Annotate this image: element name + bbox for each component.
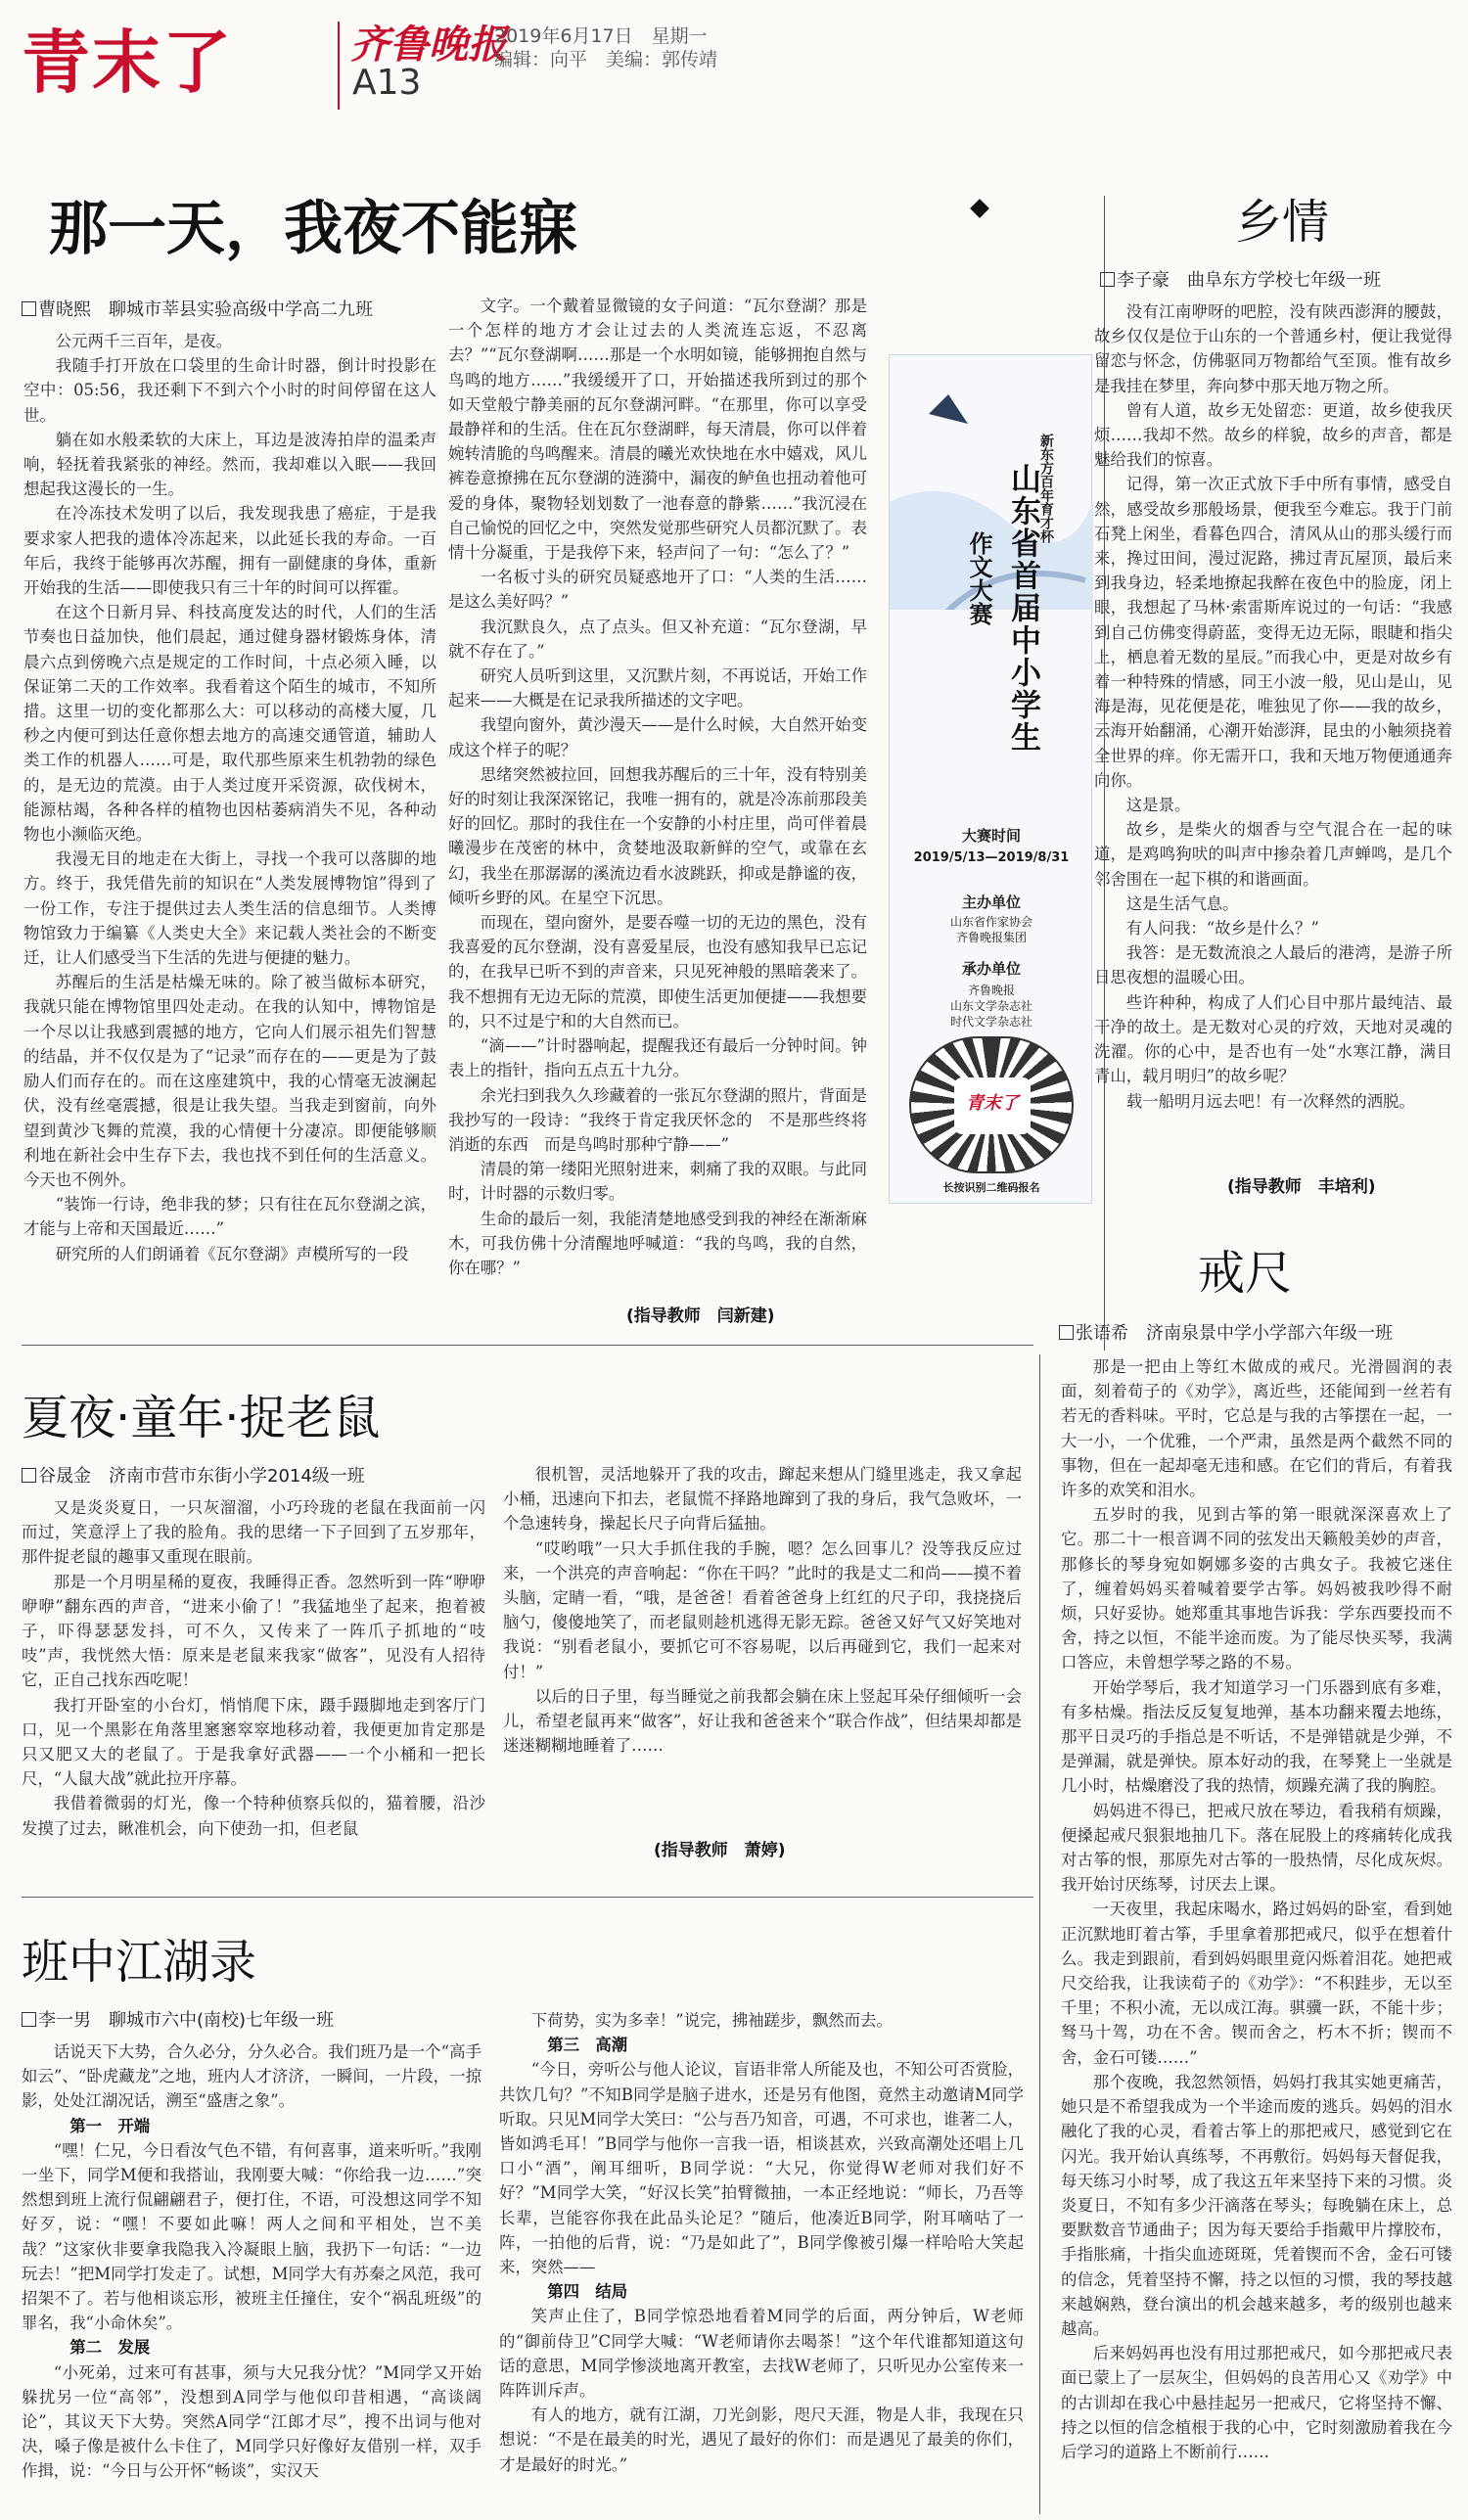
article4-title: 夏夜·童年·捉老鼠 [22,1391,381,1445]
article4-teacher: (指导教师 萧婷) [654,1841,786,1860]
paragraph: 生命的最后一刻，我能清楚地感受到我的神经在渐渐麻木，可我仿佛十分清醒地呼喊道：“我的鸟鸣，我的自然，你在哪？” [448,1209,867,1277]
paragraph: “哎哟哦”一只大手抓住我的手腕，嗯？怎么回事儿？没等我反应过来，一个洪亮的声音响起：“你在干吗？”此时的我是丈二和尚——摸不着头脑，定睛一看，“哦，是爸爸！看着爸爸身上红红的尺子印，我挠挠后脑勺，傻傻地笑了，而老鼠则趁机逃得无影无踪。爸爸又好气又好笑地对我说：“别看老鼠小，要抓它可不容易呢，以后再碰到它，我们一起来对付！” [503,1538,1022,1681]
paragraph: 五岁时的我，见到古筝的第一眼就深深喜欢上了它。那二十一根音调不同的弦发出天籁般美妙的声音，那修长的琴身宛如婀娜多姿的古典女子。我被它迷住了，缠着妈妈买着喊着要学古筝。妈妈被我吵得不耐烦，只好妥协。她郑重其事地告诉我：学东西要投而不舍，持之以恒，不能半途而废。为了能尽快买琴，我满口答应，未曾想学琴之路的不易。 [1061,1505,1452,1672]
paragraph: 那个夜晚，我忽然领悟，妈妈打我其实她更痛苦，她只是不希望我成为一个半途而废的逃兵。妈妈的泪水融化了我的心灵，看着古筝上的那把戒尺，感觉到它在闪光。我开始认真练琴，不再敷衍。妈妈每天督促我，每天练习小时琴，成了我这五年来坚持下来的习惯。炎炎夏日，不知有多少汗滴落在琴头；每晚躺在床上，总要默数音节通曲子；因为每天要给手指戴甲片撑胶布，手指胀痛，十指尖血迹斑斑，凭着锲而不舍，金石可镂的信念，凭着坚持不懈，持之以恒的习惯，我的琴技越来越娴熟，登台演出的机会越来越多，考的级别也越来越高。 [1061,2072,1452,2338]
paragraph: 我望向窗外，黄沙漫天——是什么时候，大自然开始变成这个样子的呢？ [448,715,867,759]
paragraph: 在这个日新月异、科技高度发达的时代，人们的生活节奏也日益加快，他们晨起，通过健身器材锻炼身体，清晨六点到傍晚六点是规定的工作时间，十点必须入睡，以保证第二天的工作效率。我看着这个陌生的城市，不知所措。这里一切的变化都那么大：可以移动的高楼大厦，几秒之内便可到达任意你想去地方的高速交通管道，辅助人类工作的机器人……可是，取代那些原来生机勃勃的绿色的，是无边的荒漠。由于人类过度开采资源，砍伐树木，能源枯竭，各种各样的植物也因枯萎病消失不见，各种动物也小濒临灭绝。 [23,603,436,845]
paragraph: “今日，旁听公与他人论议，盲语非常人所能及也，不知公可否赏脸，共饮几句？”不知B同学是脑子进水，还是另有他图，竟然主动邀请M同学听取。只见M同学大笑曰：“公与吾乃知音，可遇，不可求也，谁著二人，皆如鸿毛耳！”B同学与他你一言我一语，相谈甚欢，兴致高潮处还唱上几口小“酒”，阐耳细听，B同学说：“大兄，你觉得W老师对我们好不好？”M同学大笑，“好汉长笑”拍臂微抽，一本正经地说：“师长，乃吾等长辈，岂能容你我在此品头论足？”随后，他凑近B同学，附耳嘀咕了一阵，一拍他的后背，说：“乃是如此了”，B同学像被引爆一样哈哈大笑起来，突然—— [499,2060,1024,2277]
paragraph: 第一 开端 [69,2116,151,2135]
lower-column-rule [1039,1354,1040,2514]
issue-date: 2019年6月17日 星期一 [494,25,708,47]
paragraph: 故乡，是柴火的烟香与空气混合在一起的味道，是鸡鸣狗吠的叫声中掺杂着几声蝉鸣，是几个邻舍围在一起下棋的和谐画面。 [1094,820,1452,889]
ad-co-3: 时代文学杂志社 [949,1015,1032,1029]
section-title: 青末了 [22,23,233,103]
qr-logo-text: 青末了 [966,1093,1019,1114]
paragraph: 一天夜里，我起床喝水，路过妈妈的卧室，看到她正沉默地盯着古筝，手里拿着那把戒尺，似乎在想着什么。我走到跟前，看到妈妈眼里竟闪烁着泪花。她把戒尺交给我，让我读荀子的《劝学》：“不积跬步，无以至千里；不积小流，无以成江海。骐骥一跃，不能十步；驽马十驾，功在不舍。锲而舍之，朽木不折；锲而不舍，金石可镂……” [1061,1900,1452,2067]
paragraph: 很机智，灵活地躲开了我的攻击，蹿起来想从门缝里逃走，我又拿起小桶，迅速向下扣去，老鼠慌不择路地蹿到了我的身后，我气急败坏，一个急速转身，操起长尺子向背后猛抽。 [503,1465,1022,1534]
paragraph: 载一船明月远去吧！有一次释然的洒脱。 [1125,1091,1415,1111]
paragraph: 又是炎炎夏日，一只灰溜溜，小巧玲珑的老鼠在我面前一闪而过，笑意浮上了我的脸角。我的思绪一下子回到了五岁那年，那件捉老鼠的趣事又重现在眼前。 [22,1498,485,1567]
article1-title: 那一天，我夜不能寐 [49,195,577,263]
paragraph: 妈妈进不得已，把戒尺放在琴边，看我稍有烦躁，便搡起戒尺狠狠地抽几下。落在屁股上的疼痛转化成我对古筝的恨，那原先对古筝的一股热情，尽化成灰烬。我开始讨厌练琴，讨厌去上课。 [1061,1801,1452,1895]
article1-byline: 曹晓熙 聊城市莘县实验高级中学高二九班 [22,296,373,321]
diamond-marker [970,199,989,218]
paragraph: 而现在，望向窗外，是要吞噬一切的无边的黑色，没有我喜爱的瓦尔登湖，没有喜爱星辰，也没有感知我早已忘记的，在我早已听不到的声音来，只见死神般的黑暗袭来了。我不想拥有无边无际的荒漠，即使生活更加便捷——我想要的，只不过是宁和的大自然而已。 [448,913,867,1031]
paragraph: 我打开卧室的小台灯，悄悄爬下床，蹑手蹑脚地走到客厅门口，见一个黑影在角落里窸窸窣窣地移动着，我便更加肯定那是只又肥又大的老鼠了。于是我拿好武器——一个小桶和一把长尺，“人鼠大战”就此拉开序幕。 [22,1695,485,1789]
paragraph: 有人的地方，就有江湖，刀光剑影，咫尺天涯，物是人非，我现在只想说：“不是在最美的时光，遇见了最好的你们：而是遇见了最美的你们，才是最好的时光。” [499,2405,1024,2474]
article2-teacher: (指导教师 丰培利) [1227,1177,1376,1197]
paragraph: 这是生活气息。 [1125,893,1239,913]
article3-title: 戒尺 [1198,1246,1293,1301]
article5-col1 [22,2039,482,2517]
paragraph: 有人问我：“故乡是什么？” [1125,919,1319,939]
paragraph: 我随手打开放在口袋里的生命计时器，倒计时投影在空中：05:56，我还剩下不到六个小时的时间停留在这人世。 [23,356,436,425]
paragraph: 这是景。 [1125,796,1191,815]
article2-title: 乡情 [1235,195,1330,250]
paragraph: 清晨的第一缕阳光照射进来，刺痛了我的双眼。与此同时，计时器的示数归零。 [448,1160,867,1204]
paragraph: 第四 结局 [547,2282,628,2302]
article3-byline: 张语希 济南泉景中学小学部六年级一班 [1059,1319,1393,1345]
page-number: A13 [352,63,422,103]
ad-subtitle: 作文大赛 [965,531,992,625]
paragraph: 第三 高潮 [547,2036,628,2055]
paragraph: 在冷冻技术发明了以后，我发现我患了癌症，于是我要求家人把我的遗体冷冻起来，以此延长我的寿命。一百年后，我终于能够再次苏醒，拥有一副健康的身体，重新开始我的生活——即使我只有三十年的时间可以挥霍。 [23,504,436,598]
paragraph: 话说天下大势，合久必分，分久必合。我们班乃是一个“高手如云”、“卧虎藏龙”之地，班内人才济济，一瞬间，一片段，一掠影，处处江湖况话，溯至“盛唐之象”。 [22,2042,482,2111]
article1-bottom-rule [22,1345,1033,1346]
ad-host-label: 主办单位 [961,893,1021,911]
article4-col1 [22,1495,485,1867]
paragraph: 些许种种，构成了人们心目中那片最纯洁、最干净的故土。是无数对心灵的疗效，天地对灵魂的洗濯。你的心中，是否也有一处“水寒江静，满目青山，载月明归”的故乡呢？ [1094,992,1452,1086]
qr-code[interactable] [909,1036,1074,1173]
paragraph: 余光扫到我久久珍藏着的一张瓦尔登湖的照片，背面是我抄写的一段诗：“我终于肯定我厌怀念的 不是那些终将消逝的东西 而是鸟鸣时那种宁静——” [448,1085,867,1154]
ad-host-1: 山东省作家协会 [949,915,1032,929]
paragraph: 研究所的人们朗诵着《瓦尔登湖》声模所写的一段 [55,1244,409,1263]
ad-organizer-tag: 新东方百年育才杯 [1038,434,1054,543]
ad-time-label: 大赛时间 [961,827,1021,845]
article5-byline: 李一男 聊城市六中(南校)七年级一班 [22,2006,334,2032]
paragraph: 笑声止住了，B同学惊恐地看着M同学的后面，两分钟后，W老师的“御前侍卫”C同学大喊：“W老师请你去喝茶！”这个年代谁都知道这句话的意思，M同学惨淡地离开教室，去找W老师了，只听见办公室传来一阵阵训斥声。 [499,2307,1024,2401]
paragraph: “装饰一行诗，绝非我的梦；只有往在瓦尔登湖之滨，才能与上帝和天国最近……” [23,1195,436,1239]
paragraph: 我借着微弱的灯光，像一个特种侦察兵似的，猫着腰，沿沙发摸了过去，瞅准机会，向下使劲一扣，但老鼠 [22,1794,485,1838]
paragraph: 曾有人道，故乡无处留恋：更道，故乡使我厌烦……我却不然。故乡的样貌，故乡的声音，都是魅给我们的惊喜。 [1094,400,1452,470]
paragraph: 那是一个月明星稀的夏夜，我睡得正香。忽然听到一阵“咿咿咿咿”翻东西的声音，“进来小偷了！”我猛地坐了起来，抱着被子，吓得瑟瑟发抖，可不久，又传来了一阵爪子抓地的“吱吱”声，我恍然大悟：原来是老鼠来我家“做客”，见没有人招待它，正自己找东西吃呢！ [22,1572,485,1690]
article4-bottom-rule [22,1897,1033,1898]
article1-col1 [23,329,436,1312]
paragraph: 我漫无目的地走在大街上，寻找一个我可以落脚的地方。终于，我凭借先前的知识在“人类发展博物馆”得到了一份工作，专注于提供过去人类生活的信息细节。人类博物馆致力于编纂《人类史大全》来记载人类社会的不断变迁，让人们感受当下生活的先进与便捷的魅力。 [23,849,436,968]
paragraph: 研究人员听到这里，又沉默片刻，不再说话，开始工作起来——大概是在记录我所描述的文字吧。 [448,666,867,710]
article2-col [1094,299,1452,1170]
article5-title: 班中江湖录 [22,1935,257,1990]
paragraph: 躺在如水般柔软的大床上，耳边是波涛拍岸的温柔声响，轻抚着我紧张的神经。然而，我却难以入眠——我回想起我这漫长的一生。 [23,430,436,499]
paragraph: “小死弟，过来可有甚事，须与大兄我分忧？”M同学又开始躲扰另一位“高邻”，没想到A同学与他似印昔相遇，“高谈阔论”，其议天下大势。突然A同学“江郎才尽”，搜不出词与他对决，嗓子像是被什么卡住了，M同学只好像好友借别一样，双手作揖，说：“今日与公开怀“畅谈”，实汉天 [22,2362,482,2481]
qr-caption: 长按识别二维码报名 [942,1181,1040,1194]
editors: 编辑：向平 美编：郭传靖 [494,49,718,70]
ad-co-2: 山东文学杂志社 [949,999,1032,1013]
ad-title: 山东省首届中小学生 [1005,463,1040,754]
article1-teacher: (指导教师 闫新建) [626,1306,775,1326]
ad-time: 2019/5/13—2019/8/31 [913,850,1070,865]
article2-byline: 李子豪 曲阜东方学校七年级一班 [1100,266,1381,292]
paragraph: 下荷势，实为多幸！”说完，拂袖蹉步，飘然而去。 [530,2011,893,2030]
paragraph: 后来妈妈再也没有用过那把戒尺，如今那把戒尺表面已蒙上了一层灰尘，但妈妈的良苦用心又《劝学》中的古训却在我心中悬挂起另一把戒尺，它将坚持不懈、持之以恒的信念植根于我的心中，它时刻激励着我在今后学习的道路上不断前行…… [1061,2344,1452,2461]
paragraph: 公元两千三百年，是夜。 [55,332,233,350]
paragraph: 思绪突然被拉回，回想我苏醒后的三十年，没有特别美好的时刻让我深深铭记，我唯一拥有的，就是冷冻前那段美好的回忆。那时的我住在一个安静的小村庄里，尚可伴着晨曦漫步在茂密的林中，贪婪地汲取新鲜的空气，或靠在玄幻，我坐在那潺潺的溪流边看水波跳跃，抑或是静谧的夜，倾听乡野的风。在星空下沉思。 [448,764,867,907]
ad-co-label: 承办单位 [961,960,1021,978]
paragraph: 第二 发展 [69,2338,151,2358]
paragraph: 那是一把由上等红木做成的戒尺。光滑圆润的表面，刻着荀子的《劝学》，离近些，还能闻到一丝若有若无的香料味。平时，它总是与我的古筝摆在一起，一大一小，一个优雅，一个严肃，虽然是两个截然不同的事物，但在一起却毫无违和感。在它们的背后，有着我许多的欢笑和泪水。 [1061,1357,1452,1500]
paragraph: 一名板寸头的研究员疑惑地开了口：“人类的生活……是这么美好吗？” [448,568,867,612]
article3-col [1061,1354,1452,2514]
ad-co-1: 齐鲁晚报 [967,984,1015,997]
paragraph: 没有江南咿呀的吧腔，没有陕西澎湃的腰鼓，故乡仅仅是位于山东的一个普通乡村，便让我觉得留恋与怀念，仿佛驱同万物都给气至顶。惟有故乡是我挂在梦里，奔向梦中那天地万物之所。 [1094,302,1452,395]
article4-byline: 谷晟金 济南市营市东街小学2014级一班 [22,1462,365,1488]
paper-name: 齐鲁晚报 [350,22,507,68]
paragraph: 以后的日子里，每当睡觉之前我都会躺在床上竖起耳朵仔细倾听一会儿，希望老鼠再来“做客”，好让我和爸爸来个“联合作战”，但结果却都是迷迷糊糊地睡着了…… [503,1686,1022,1756]
article1-col2 [448,294,867,1277]
paragraph: 我答：是无数流浪之人最后的港湾，是游子所日思夜想的温暖心田。 [1094,943,1452,987]
paragraph: 文字。一个戴着显微镜的女子问道：“瓦尔登湖？那是一个怎样的地方才会让过去的人类流连忘返，不忍离去？”“瓦尔登湖啊……那是一个水明如镜，能够拥抱自然与鸟鸣的地方……”我缓缓开了口，开始描述我所到过的那个如天堂般宁静美丽的瓦尔登湖河畔。“在那里，你可以享受最静祥和的生活。住在瓦尔登湖畔，每天清晨，你可以伴着婉转清脆的鸟鸣醒来。清晨的曦光欢快地在水中嬉戏，风儿裤卷意撩拂在瓦尔登湖的涟漪中，漏夜的鲈鱼也扭动着他可爱的身体，聚物轻划划数了一池春意的静紫……”我沉浸在自己愉悦的回忆之中，突然发觉那些研究人员都沉默了。表情十分凝重，于是我停下来，轻声问了一句：“怎么了？” [448,297,867,563]
ad-host-2: 齐鲁晚报集团 [955,931,1027,944]
contest-ad [889,354,1092,1204]
paragraph: 苏醒后的生活是枯燥无味的。除了被当做标本研究，我就只能在博物馆里四处走动。在我的认知中，博物馆是一个尽以让我感到震撼的地方，它向人们展示祖先们智慧的结晶，并不仅仅是为了“记录”而存在的——更是为了鼓励人们而存在的。而在这座建筑中，我的心情毫无波澜起伏，没有丝毫震撼，很是让我失望。当我走到窗前，向外望到黄沙飞舞的荒漠，我的心情便十分凄凉。即便能够顺利地在新社会中生存下去，我也找不到任何的生活意义。今天也不例外。 [23,973,436,1189]
paragraph: 我沉默良久，点了点头。但又补充道：“瓦尔登湖，早就不存在了。” [448,617,867,661]
article4-col2 [503,1462,1022,1844]
paragraph: 开始学琴后，我才知道学习一门乐器到底有多难，有多枯燥。指法反反复复地弹，基本功翻来覆去地练，那平日灵巧的手指总是不听话，不是弹错就是少弹，不是弹漏，就是弹快。原本好动的我，在琴凳上一坐就是几小时，枯燥磨没了我的热情，烦躁充满了我的胸腔。 [1061,1677,1452,1796]
masthead-divider [338,22,340,110]
paragraph: 记得，第一次正式放下手中所有事情，感受自然，感受故乡那般场景，便我至今难忘。我于门前石凳上闲坐，看暮色四合，清风从山的那头缓行而来，搀过田间，漫过泥路，拂过青瓦屋顶，最后来到我身边，轻柔地撩起我醉在夜色中的脸庞，闭上眼，我想起了马林·索雷斯库说过的一句话：“我感到自己仿佛变得蔚蓝，变得无边无际，眼睫和指尖上，栖息着无数的星辰。”而我心中，更是对故乡有着一种特殊的情感，同王小波一般，见山是山，见海是海，见花便是花，唯独见了你——我的故乡，云海开始翻涌，心潮开始澎湃，昆虫的小触须挠着全世界的痒。你无需开口，我和天地万物便通通奔向你。 [1094,475,1452,790]
paragraph: “滴——”计时器响起，提醒我还有最后一分钟时间。钟表上的指针，指向五点五十九分。 [448,1036,867,1080]
article5-col2 [499,2008,1024,2517]
paragraph: “嘿！仁兄，今日看汝气色不错，有何喜事，道来听听。”我刚一坐下，同学M便和我搭讪，我刚要大喊：“你给我一边……”突然想到班上流行侃翩翩君子，便打住，不语，可没想这同学不知好歹，说：“嘿！不要如此嘛！两人之间和平相处，岂不美哉？”这家伙非要拿我隐我入冷凝眼上脑，我扔下一句话：“一边玩去！”把M同学打发走了。试想，M同学大有苏秦之风范，我可招架不了。若与他相谈忘形，被班主任撞住，安个“祸乱班级”的罪名，我“小命休矣”。 [22,2140,482,2333]
